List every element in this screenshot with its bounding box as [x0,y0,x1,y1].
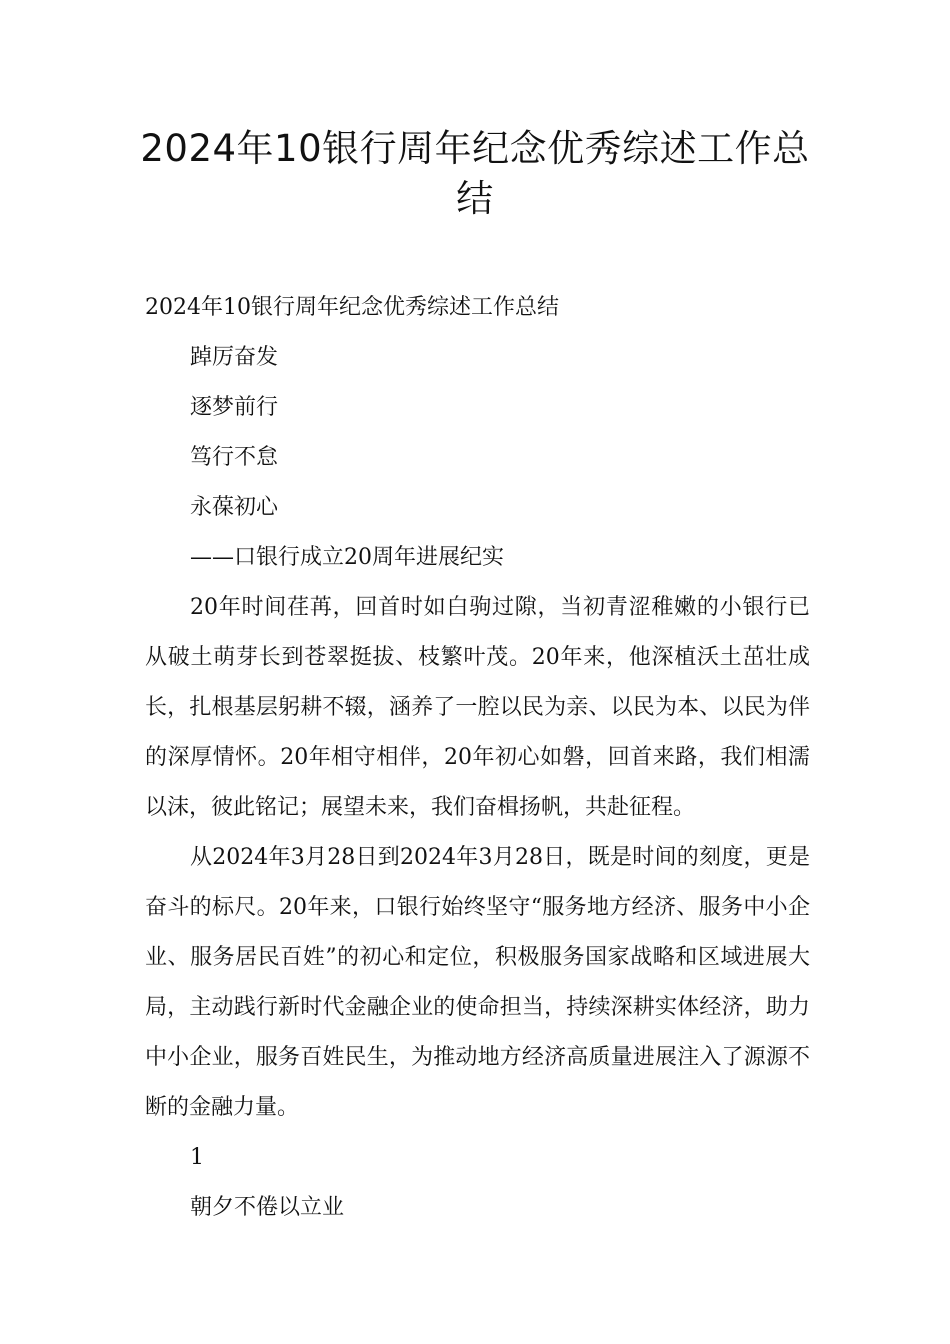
subtitle-line: 2024年10银行周年纪念优秀综述工作总结 [145,295,559,320]
slogan-line: 逐梦前行 [190,395,279,420]
byline: ——口银行成立20周年进展纪实 [190,545,504,570]
slogan-line: 笃行不怠 [190,445,279,470]
document-title: 2024年10银行周年纪念优秀综述工作总结 [140,127,810,220]
section-heading: 朝夕不倦以立业 [190,1195,345,1220]
slogan-line: 踔厉奋发 [190,345,279,370]
slogan-line: 永葆初心 [190,495,279,520]
document-body [145,283,810,1233]
body-paragraph: 20年时间荏苒，回首时如白驹过隙，当初青涩稚嫩的小银行已从破土萌芽长到苍翠挺拔、枝繁叶茂。20年来，他深植沃土茁壮成长，扎根基层躬耕不辍，涵养了一腔以民为亲、以民为本、以民为伴的深厚情怀。20年相守相伴，20年初心如磐，回首来路，我们相濡以沫，彼此铭记；展望未来，我们奋楫扬帆，共赴征程。 [145,595,810,820]
section-number: 1 [190,1145,204,1170]
body-paragraph: 从2024年3月28日到2024年3月28日，既是时间的刻度，更是奋斗的标尺。20年来，口银行始终坚守“服务地方经济、服务中小企业、服务居民百姓”的初心和定位，积极服务国家战略和区域进展大局，主动践行新时代金融企业的使命担当，持续深耕实体经济，助力中小企业，服务百姓民生，为推动地方经济高质量进展注入了源源不断的金融力量。 [145,845,810,1120]
